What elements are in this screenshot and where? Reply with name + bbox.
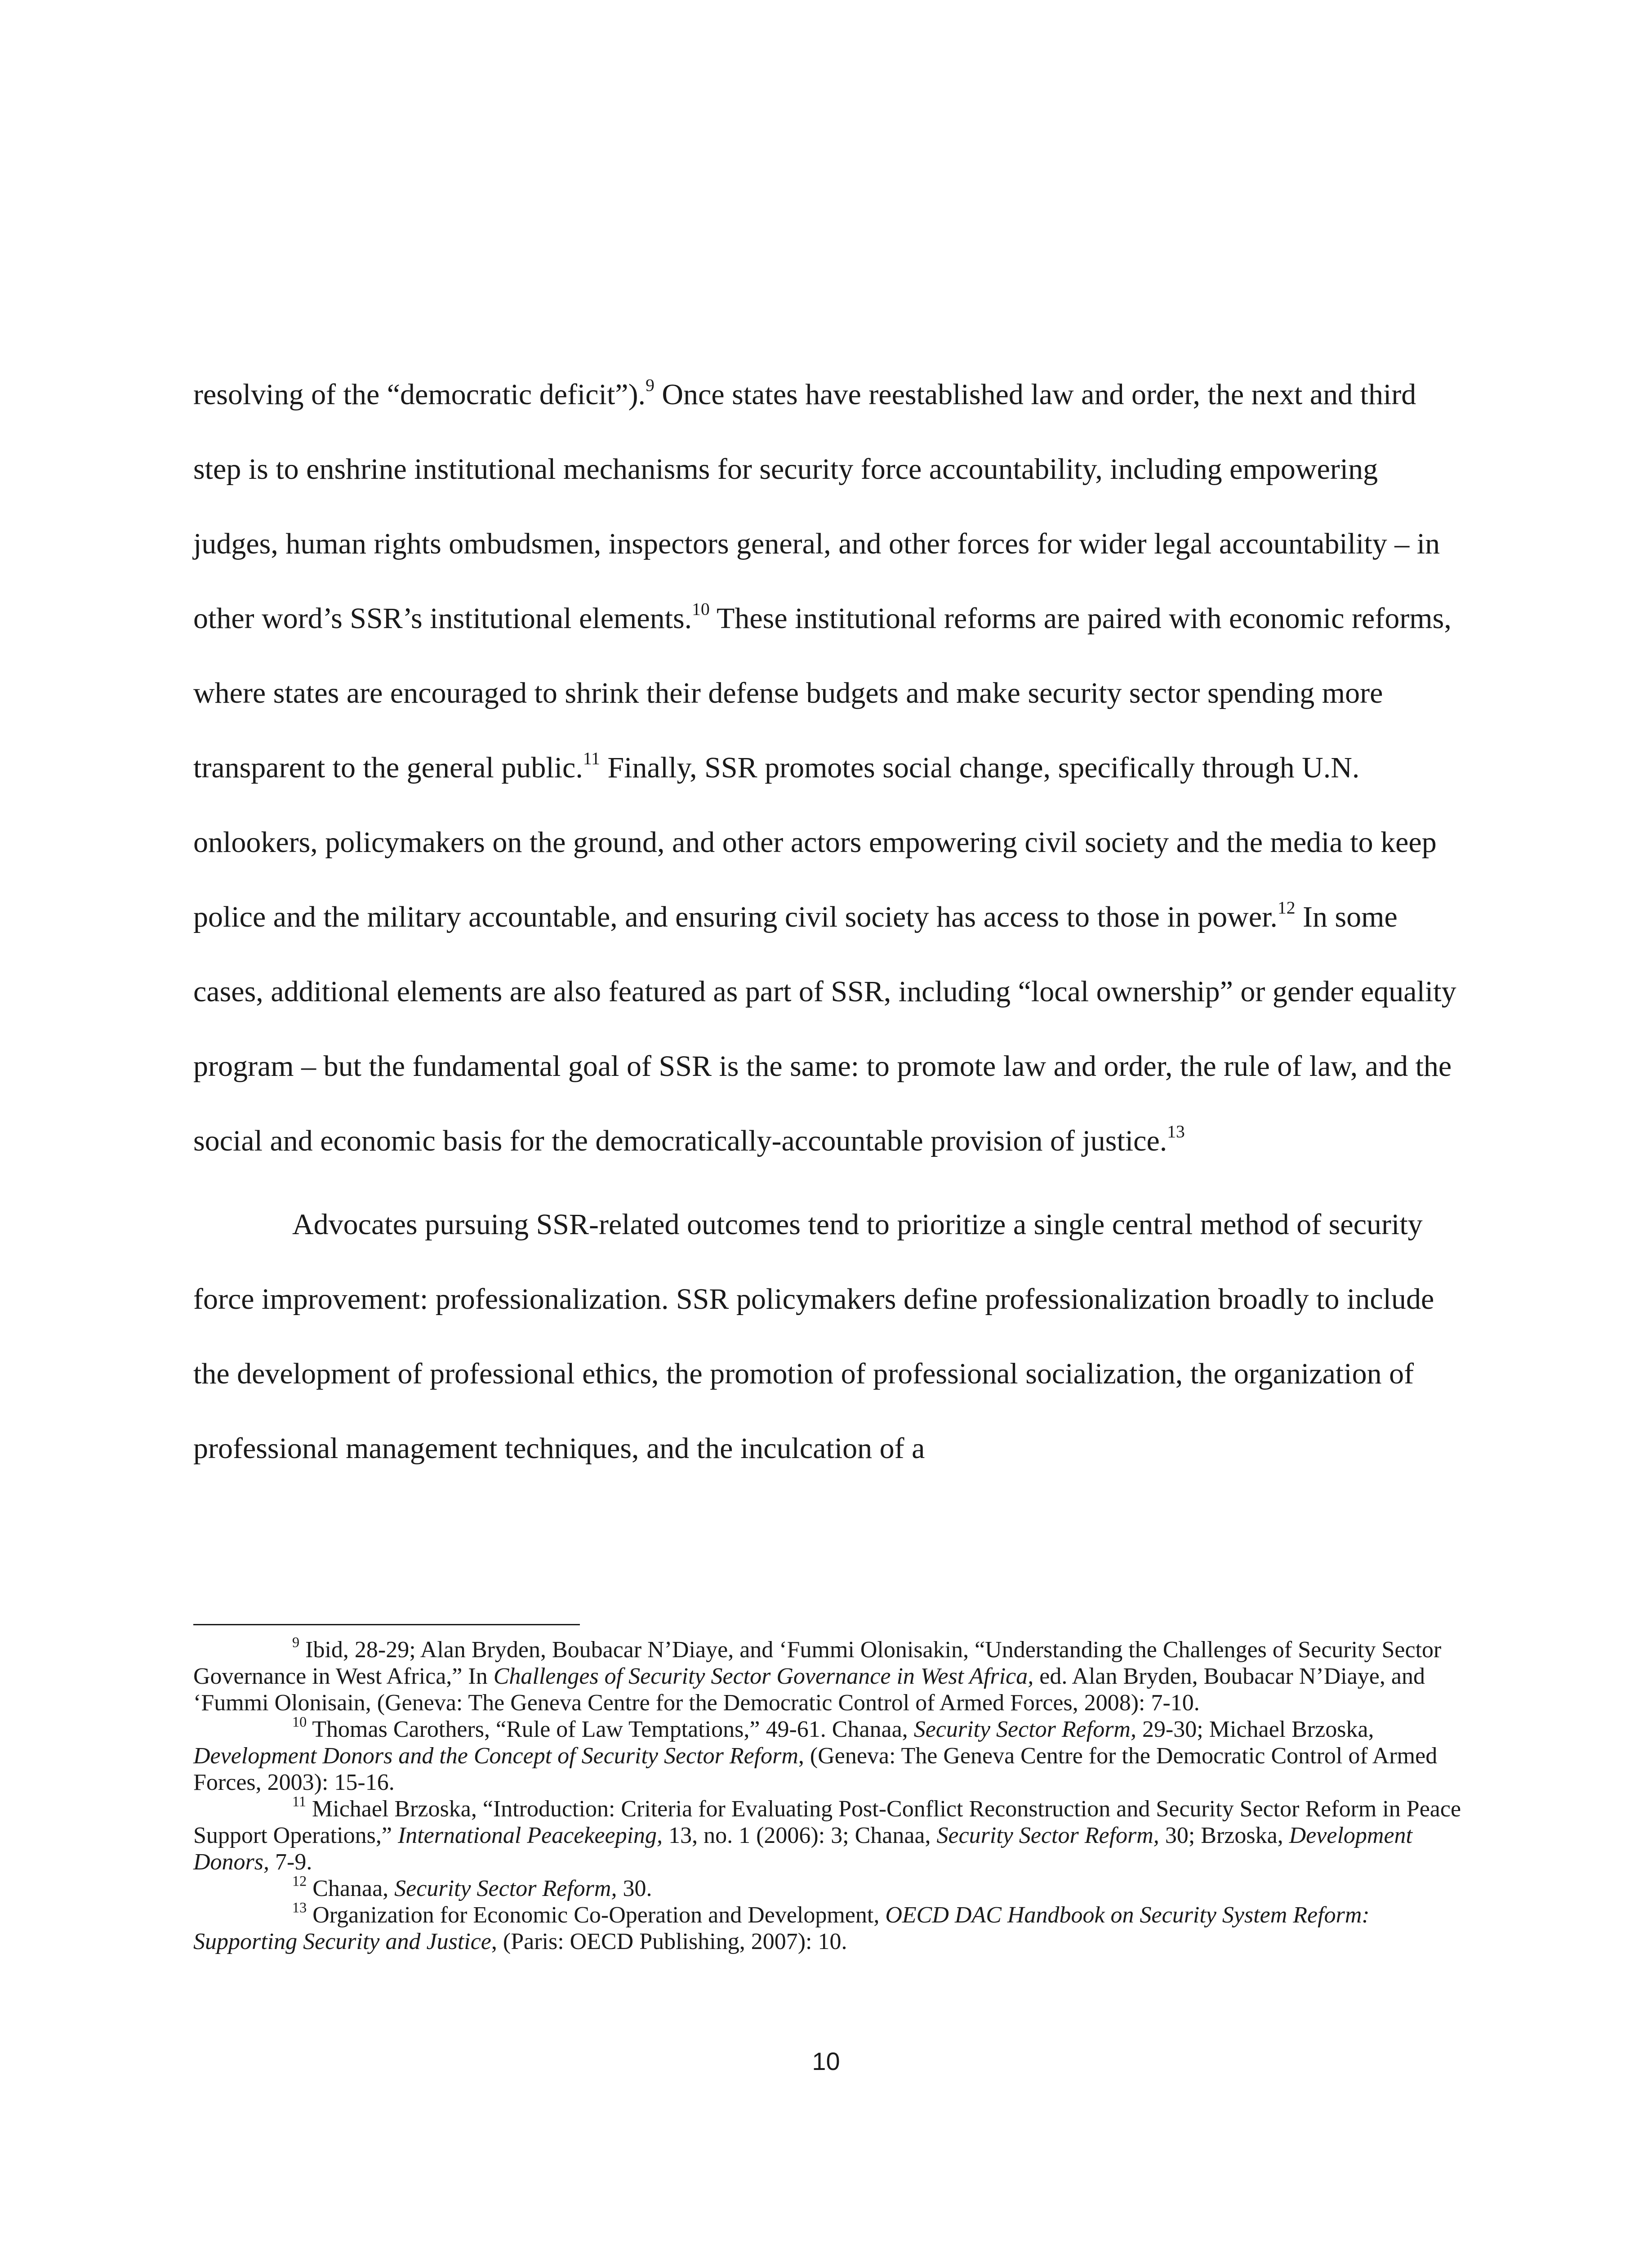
footnote-10 xyxy=(193,1713,1470,1796)
footnote-text: Ibid, 28-29; Alan Bryden, Boubacar N’Diaye, and ‘Fummi Olonisakin, “Understanding the Challenges of Security Sector Governance in West Africa,” In xyxy=(193,1637,1442,1689)
footnote-text: 7-9. xyxy=(269,1849,312,1875)
footnote-ref-11[interactable]: 11 xyxy=(583,748,600,768)
footnote-number: 11 xyxy=(292,1793,307,1810)
footnotes xyxy=(193,1634,1470,1955)
footnote-11 xyxy=(193,1793,1470,1875)
footnote-text: 30. xyxy=(617,1876,652,1901)
footnote-text: 13, no. 1 (2006): 3; Chanaa, xyxy=(663,1823,937,1848)
footnote-text: , (Paris: OECD Publishing, 2007): 10. xyxy=(491,1929,847,1954)
footnote-13 xyxy=(193,1899,1470,1955)
footnote-title: Challenges of Security Sector Governance in West Africa, xyxy=(493,1664,1034,1689)
paragraph-1-text: These institutional reforms are paired with economic reforms, where states are encouraged to shrink their defense budgets and make security sector spending more transparent to the general public. xyxy=(193,602,1452,784)
footnote-text: Organization for Economic Co-Operation and Development, xyxy=(307,1902,886,1928)
paragraph-1-text: In some cases, additional elements are also featured as part of SSR, including “local ownership” or gender equality program – but the fundamental goal of SSR is the same: to promote law and order, the rule of law, and the social and economic basis for the democratically-accountable provision of justice. xyxy=(193,901,1456,1157)
footnote-separator xyxy=(193,1624,580,1625)
footnote-title: International Peacekeeping, xyxy=(397,1823,663,1848)
footnote-title: Security Sector Reform, xyxy=(394,1876,617,1901)
footnote-12 xyxy=(193,1875,1470,1902)
footnote-ref-9[interactable]: 9 xyxy=(646,375,655,395)
paragraph-1 xyxy=(193,357,1470,1178)
footnote-title: Security Sector Reform, xyxy=(936,1823,1159,1848)
footnote-title: Development Donors, xyxy=(193,1823,1412,1875)
footnote-text: Michael Brzoska, “Introduction: Criteria for Evaluating Post-Conflict Reconstruction and Security Sector Reform in Peace Support Operations,” xyxy=(193,1796,1461,1848)
footnote-title: Development Donors and the Concept of Security Sector Reform xyxy=(193,1743,798,1769)
footnote-ref-12[interactable]: 12 xyxy=(1277,897,1296,918)
footnote-text: Chanaa, xyxy=(307,1876,395,1901)
paragraph-1-text: Once states have reestablished law and order, the next and third step is to enshrine institutional mechanisms for security force accountability, including empowering judges, human rights ombudsmen, inspectors general, and other forces for wider legal accountability – in other word’s SSR’s institutional elements. xyxy=(193,378,1440,635)
footnote-text: , (Geneva: The Geneva Centre for the Democratic Control of Armed Forces, 2003): 15-16. xyxy=(193,1743,1438,1795)
footnote-text: ed. Alan Bryden, Boubacar N’Diaye, and ‘Fummi Olonisain, (Geneva: The Geneva Centre for the Democratic Control of Armed Forces, 2008): 7-10. xyxy=(193,1664,1425,1716)
footnote-number: 12 xyxy=(292,1873,307,1889)
footnote-number: 9 xyxy=(292,1634,300,1650)
footnote-title: Security Sector Reform, xyxy=(913,1717,1136,1742)
paragraph-1-text: resolving of the “democratic deficit”). xyxy=(193,378,646,411)
footnote-text: 30; Brzoska, xyxy=(1159,1823,1289,1848)
footnote-text: Thomas Carothers, “Rule of Law Temptations,” 49-61. Chanaa, xyxy=(307,1717,914,1742)
body-text xyxy=(193,357,1470,1486)
footnote-title: OECD DAC Handbook on Security System Reform: Supporting Security and Justice xyxy=(193,1902,1370,1954)
paragraph-1-text: Finally, SSR promotes social change, specifically through U.N. onlookers, policymakers on the ground, and other actors empowering civil society and the media to keep police and the military accountable, and ensuring civil society has access to those in power. xyxy=(193,751,1437,933)
footnote-number: 10 xyxy=(292,1713,307,1730)
paragraph-2: Advocates pursuing SSR-related outcomes tend to prioritize a single central method of security force improvement: professionalization. SSR policymakers define professionalization broadly to include the development of professional ethics, the promotion of professional socialization, the organization of professional management techniques, and the inculcation of a xyxy=(193,1208,1434,1465)
footnote-ref-13[interactable]: 13 xyxy=(1167,1121,1185,1142)
footnote-9 xyxy=(193,1634,1470,1716)
footnote-number: 13 xyxy=(292,1899,307,1916)
footnote-text: 29-30; Michael Brzoska, xyxy=(1136,1717,1374,1742)
page-number: 10 xyxy=(812,2047,840,2075)
footnote-ref-10[interactable]: 10 xyxy=(692,599,710,619)
